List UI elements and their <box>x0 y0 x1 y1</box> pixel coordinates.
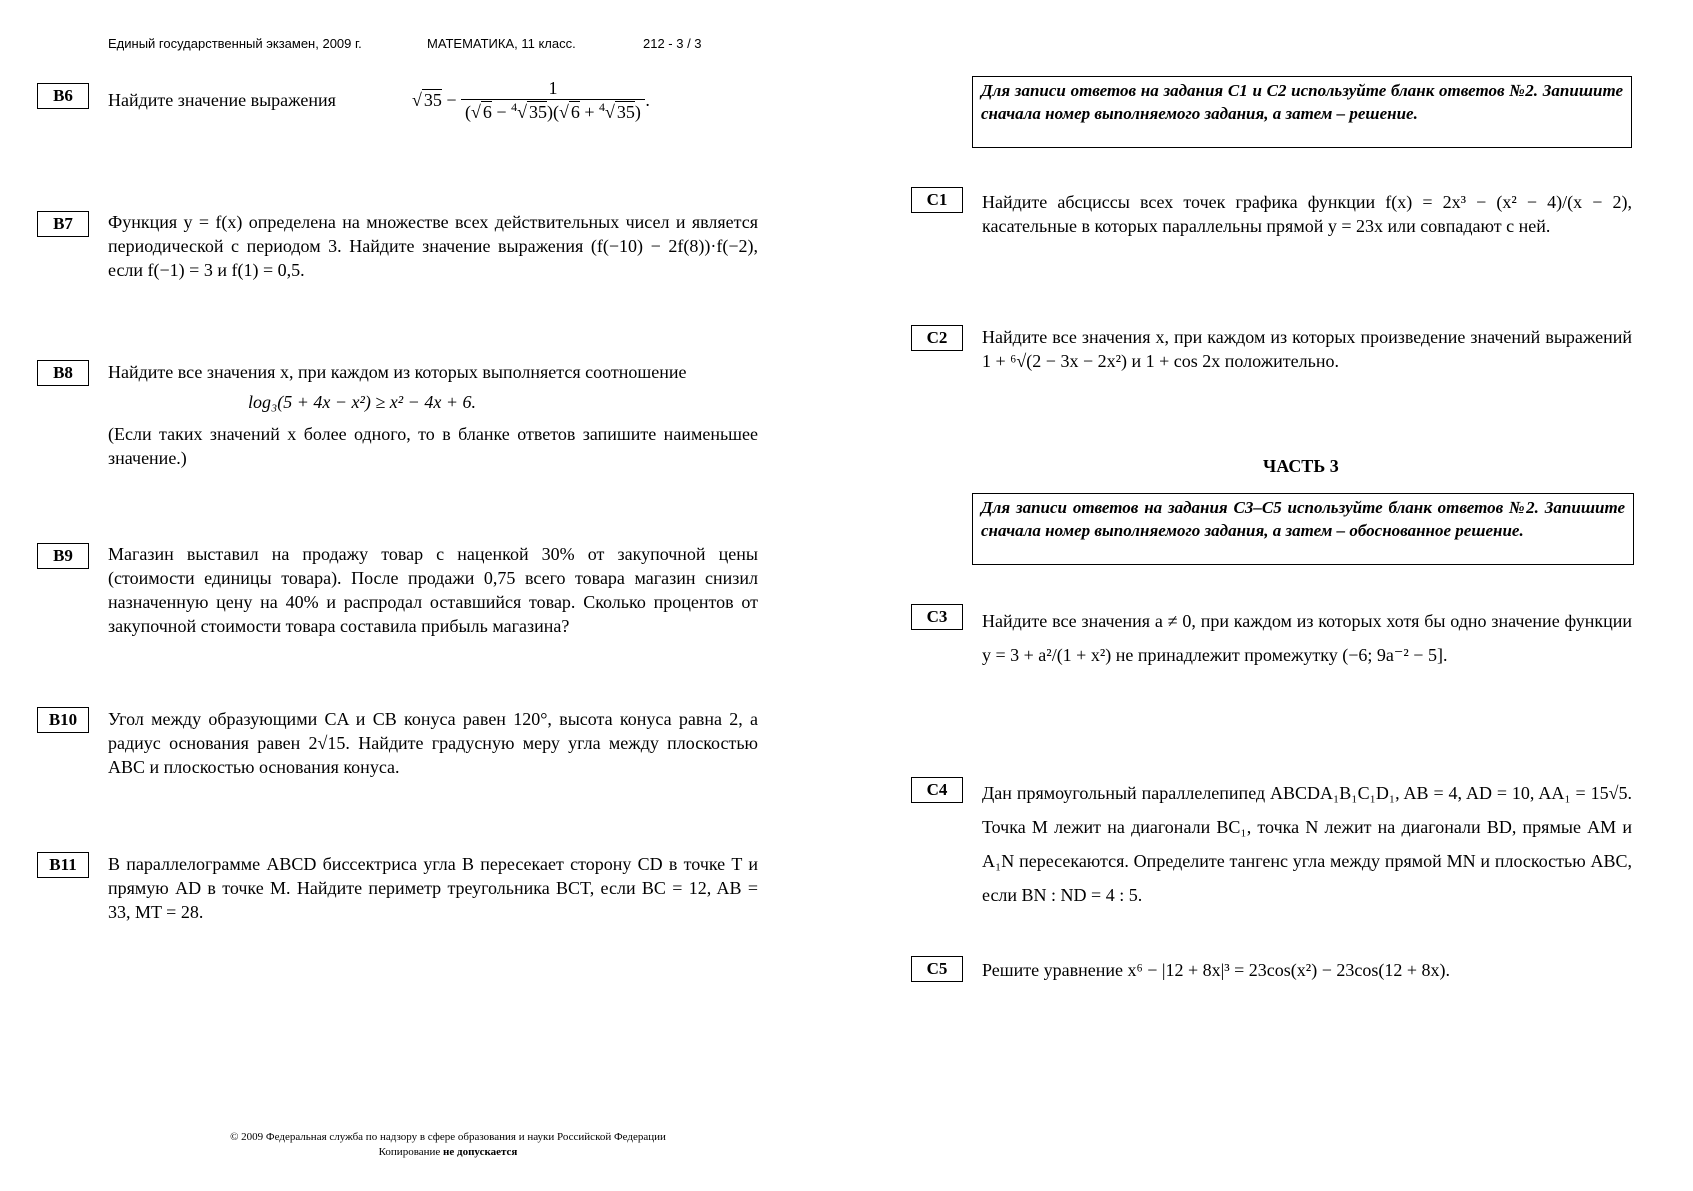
formula-b6: √ 35 − $\frac{1}{(√ 6 - ^4√ 35)(√ 6 + ^4√ 35)}$ . <box>412 78 650 122</box>
task-text-c2: Найдите все значения x, при каждом из которых произведение значений выражений 1 + ⁶√(2 − 3x − 2x²) и 1 + cos 2x положительно. <box>982 327 1632 371</box>
task-label-c2: C2 <box>911 325 963 351</box>
part-3-heading: ЧАСТЬ 3 <box>1263 456 1339 476</box>
task-label-b9: B9 <box>37 543 89 569</box>
formula-b8: log₃(5 + 4x − x²) ≥ x² − 4x + 6. <box>248 392 476 412</box>
task-text-b7: Функция y = f(x) определена на множестве всех действительных чисел и является периодической с периодом 3. Найдите значение выражения (f(−10) − 2f(8))·f(−2), если f(−1) = 3 и f(1) = 0,5. <box>108 212 758 280</box>
task-label-b8: B8 <box>37 360 89 386</box>
task-label-b7: B7 <box>37 211 89 237</box>
header-exam: Единый государственный экзамен, 2009 г. <box>108 36 362 51</box>
task-label-c3: C3 <box>911 604 963 630</box>
task-label-b6: B6 <box>37 83 89 109</box>
task-text-b9: Магазин выставил на продажу товар с наценкой 30% от закупочной цены (стоимости единицы товара). После продажи 0,75 всего товара магазин снизил назначенную цену на 40% и распродал оставшийся товар. Сколько процентов от закупочной стоимости товара составила прибыль магазина? <box>108 544 758 636</box>
instruction-box-c3-c5: Для записи ответов на задания С3–С5 используйте бланк ответов №2. Запишите сначала номер выполняемого задания, а затем – обоснованное решение. <box>972 493 1634 565</box>
task-note-b8: (Если таких значений x более одного, то в бланке ответов запишите наименьшее значение.) <box>108 424 758 468</box>
footer-copy-prefix: Копирование <box>378 1146 441 1158</box>
task-text-c1: Найдите абсциссы всех точек графика функции f(x) = 2x³ − (x² − 4)/(x − 2), касательные в которых параллельны прямой y = 23x или совпадают с ней. <box>982 192 1632 236</box>
footer-copy-notice <box>168 1145 728 1160</box>
task-label-c1: C1 <box>911 187 963 213</box>
instruction-box-c1-c2: Для записи ответов на задания С1 и С2 используйте бланк ответов №2. Запишите сначала номер выполняемого задания, а затем – решение. <box>972 76 1632 148</box>
task-label-b10: B10 <box>37 707 89 733</box>
task-label-b11: B11 <box>37 852 89 878</box>
task-text-b11: В параллелограмме ABCD биссектриса угла B пересекает сторону CD в точке T и прямую AD в точке M. Найдите периметр треугольника BCT, если BC = 12, AB = 33, MT = 28. <box>108 854 758 922</box>
task-label-c5: C5 <box>911 956 963 982</box>
task-text-b10: Угол между образующими CA и CB конуса равен 120°, высота конуса равна 2, а радиус основания равен 2√15. Найдите градусную меру угла между плоскостью ABC и плоскостью основания конуса. <box>108 709 758 777</box>
task-text-c3: Найдите все значения a ≠ 0, при каждом из которых хотя бы одно значение функции y = 3 + a²/(1 + x²) не принадлежит промежутку (−6; 9a⁻² − 5]. <box>982 611 1632 665</box>
task-text-c4: Дан прямоугольный параллелепипед ABCDA₁B₁C₁D₁, AB = 4, AD = 10, AA₁ = 15√5. Точка M лежит на диагонали BC₁, точка N лежит на диагонали BD, прямые AM и A₁N пересекаются. Определите тангенс угла между прямой MN и плоскостью ABC, если BN : ND = 4 : 5. <box>982 783 1632 905</box>
task-text-b6: Найдите значение выражения <box>108 90 336 110</box>
task-label-c4: C4 <box>911 777 963 803</box>
task-text-c5: Решите уравнение x⁶ − |12 + 8x|³ = 23cos(x²) − 23cos(12 + 8x). <box>982 960 1450 980</box>
header-subject: МАТЕМАТИКА, 11 класс. <box>427 36 576 51</box>
footer-copy-bold: не допускается <box>443 1146 518 1158</box>
footer-copyright: © 2009 Федеральная служба по надзору в сфере образования и науки Российской Федерации <box>230 1131 666 1143</box>
header-page: 212 - 3 / 3 <box>643 36 702 51</box>
footer <box>168 1130 728 1160</box>
task-text-b8: Найдите все значения x, при каждом из которых выполняется соотношение <box>108 362 687 382</box>
